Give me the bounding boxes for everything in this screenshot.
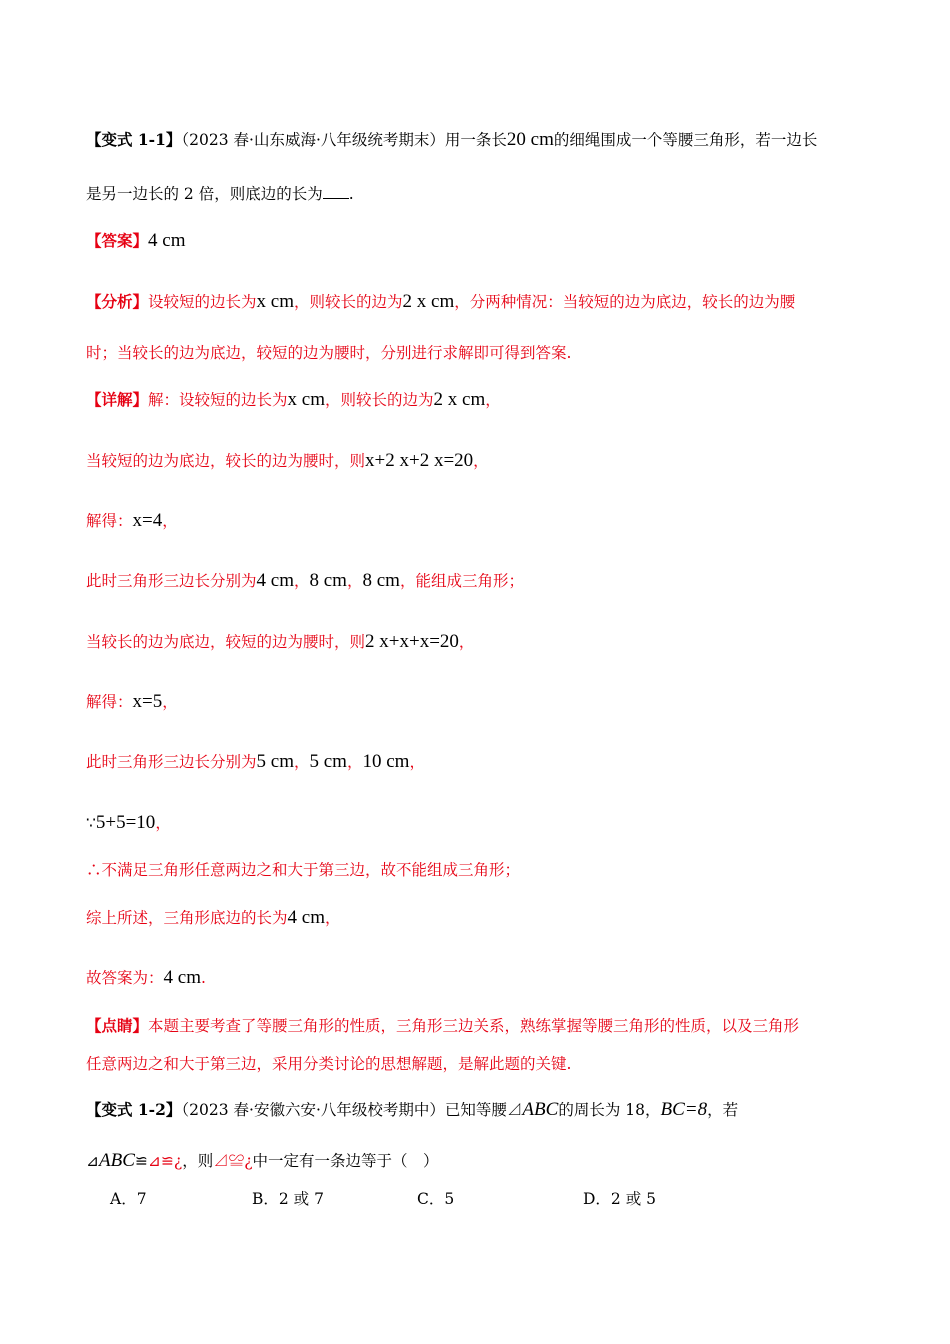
detail-solve2	[86, 690, 864, 713]
detail-var2: 2 x cm	[433, 389, 486, 410]
equation-1: x+2 x+2 x=20	[365, 450, 474, 471]
answer-line	[86, 229, 864, 252]
solution-1: x=4	[132, 510, 163, 531]
final-value: 4 cm	[163, 967, 201, 988]
summary-value: 4 cm	[287, 907, 325, 928]
solve-label: 解得：	[86, 512, 133, 530]
comma: ，	[473, 452, 489, 470]
question-end: .	[348, 185, 354, 203]
detail-case2	[86, 630, 864, 653]
detail-tag: 【详解】	[86, 390, 149, 409]
garbled-triangle-2: ⊿≌¿	[213, 1152, 253, 1170]
option-d[interactable]: D．2 或 5	[583, 1190, 657, 1208]
comma: ，	[324, 909, 341, 927]
analysis-var2: 2 x cm	[402, 291, 455, 312]
comment-text: 本题主要考查了等腰三角形的性质，三角形三边关系，熟练掌握等腰三角形的性质，以及三角形	[148, 1017, 800, 1035]
comma: ，	[293, 572, 310, 590]
detail-final	[86, 966, 864, 989]
congruent-symbol: ≌	[134, 1152, 148, 1170]
detail-summary	[86, 906, 864, 929]
question-stem-2c: ，若	[707, 1101, 739, 1119]
comma: ，	[155, 814, 171, 832]
option-a[interactable]: A．7	[110, 1190, 147, 1208]
sides-intro: 此时三角形三边长分别为	[86, 572, 257, 590]
comma: ，	[409, 753, 425, 771]
comma: ，	[458, 633, 475, 651]
triangle-symbol: ⊿	[506, 1101, 523, 1119]
solution-2: x=5	[132, 691, 163, 712]
triangle-symbol: ⊿	[86, 1152, 99, 1170]
solve-label: 解得：	[86, 693, 133, 711]
question-1-1-line2	[86, 182, 864, 204]
comment-line2: 任意两边之和大于第三边，采用分类讨论的思想解题，是解此题的关键.	[86, 1055, 572, 1073]
detail-sides2	[86, 750, 864, 773]
because-equation: 5+5=10	[95, 812, 156, 833]
summary-text: 综上所述，三角形底边的长为	[86, 909, 288, 927]
analysis-line1	[86, 290, 864, 313]
detail-sides1	[86, 569, 864, 592]
analysis-tag: 【分析】	[86, 292, 149, 311]
question-1-1-line1	[86, 128, 864, 151]
option-c[interactable]: C．5	[417, 1190, 455, 1208]
garbled-triangle: ⊿≌¿	[147, 1152, 183, 1170]
case1-text: 当较短的边为底边，较长的边为腰时，则	[86, 452, 366, 470]
detail-text3: ，	[485, 391, 501, 409]
question-stem: 用一条长	[444, 131, 507, 149]
detail-var1: x cm	[287, 389, 325, 410]
because-symbol: ∵	[86, 814, 96, 832]
answer-blank	[323, 184, 349, 199]
rope-length: 20 cm	[506, 129, 554, 150]
side-2c: 10 cm	[362, 751, 410, 772]
analysis-text2: ，则较长的边为	[294, 293, 403, 311]
detail-therefore: ∴不满足三角形任意两边之和大于第三边，故不能组成三角形；	[86, 861, 521, 879]
answer-value: 4 cm	[148, 230, 186, 251]
comma: ，	[293, 753, 310, 771]
detail-because	[86, 811, 864, 834]
question-source-2: （2023 春·安徽六安·八年级校考期中）	[181, 1101, 445, 1119]
question-end-2: 中一定有一条边等于（ ）	[252, 1152, 439, 1170]
final-label: 故答案为：	[86, 969, 164, 987]
comma: ，	[346, 572, 363, 590]
bc-equation: BC=8	[660, 1099, 708, 1120]
period: .	[200, 969, 206, 987]
question-tag: 【变式 1-1】	[86, 130, 182, 149]
equation-2: 2 x+x+x=20	[365, 631, 459, 652]
side-1a: 4 cm	[256, 570, 294, 591]
question-tag-2: 【变式 1-2】	[86, 1100, 182, 1119]
can-form-text: ，能组成三角形；	[399, 572, 524, 590]
analysis-line2: 时；当较长的边为底边，较短的边为腰时，分别进行求解即可得到答案.	[86, 344, 572, 362]
question-1-2-line2	[86, 1149, 864, 1172]
analysis-text3: ，分两种情况：当较短的边为底边，较长的边为腰	[454, 293, 796, 311]
analysis-var1: x cm	[256, 291, 294, 312]
analysis-text: 设较短的边长为	[148, 293, 257, 311]
comment-line1	[86, 1014, 864, 1036]
sides-intro: 此时三角形三边长分别为	[86, 753, 257, 771]
side-2a: 5 cm	[256, 751, 294, 772]
detail-text: 解：设较短的边长为	[148, 391, 288, 409]
comment-tag: 【点睛】	[86, 1016, 149, 1035]
question-stem-2: 已知等腰	[444, 1101, 507, 1119]
comma: ，	[162, 512, 178, 530]
detail-case1	[86, 449, 864, 472]
detail-line1	[86, 388, 864, 411]
question-stem-line2: 是另一边长的 2 倍，则底边的长为	[86, 185, 323, 203]
question-mid: ，则	[182, 1152, 214, 1170]
answer-tag: 【答案】	[86, 231, 149, 250]
triangle-abc: ABC	[99, 1150, 135, 1171]
question-stem-2b: 的周长为 18，	[558, 1101, 661, 1119]
option-b[interactable]: B．2 或 7	[252, 1190, 324, 1208]
question-source: （2023 春·山东威海·八年级统考期末）	[181, 131, 445, 149]
detail-solve1	[86, 509, 864, 532]
side-2b: 5 cm	[309, 751, 347, 772]
side-1c: 8 cm	[362, 570, 400, 591]
comma: ，	[162, 693, 178, 711]
detail-text2: ，则较长的边为	[325, 391, 434, 409]
question-1-2-line1	[86, 1098, 864, 1121]
case2-text: 当较长的边为底边，较短的边为腰时，则	[86, 633, 366, 651]
triangle-abc: ABC	[522, 1099, 559, 1120]
side-1b: 8 cm	[309, 570, 347, 591]
comma: ，	[346, 753, 363, 771]
question-stem-cont: 的细绳围成一个等腰三角形，若一边长	[553, 131, 818, 149]
